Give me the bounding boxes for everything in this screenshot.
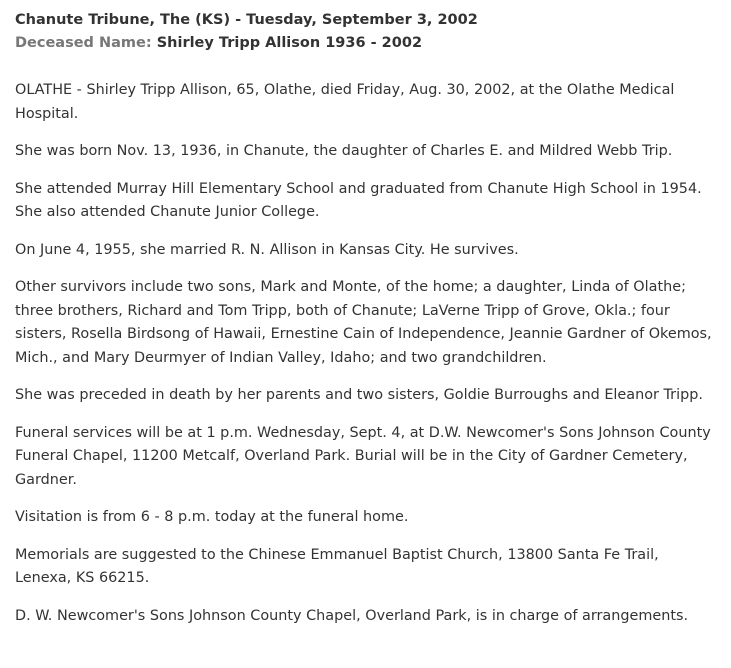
paragraph-marriage: On June 4, 1955, she married R. N. Allison in Kansas City. He survives. <box>15 241 519 258</box>
paragraph-birth: She was born Nov. 13, 1936, in Chanute, the daughter of Charles E. and Mildred Webb Trip. <box>15 143 673 159</box>
deceased-name: Shirley Tripp Allison 1936 - 2002 <box>156 35 423 51</box>
paragraph-death-notice: OLATHE - Shirley Tripp Allison, 65, Olathe, died Friday, Aug. 30, 2002, at the Olathe Medical Hospital. <box>15 82 675 122</box>
paragraph-arrangements: D. W. Newcomer's Sons Johnson County Chapel, Overland Park, is in charge of arrangements. <box>15 607 689 624</box>
paragraph-preceded: She was preceded in death by her parents and two sisters, Goldie Burroughs and Eleanor Tripp. <box>15 387 703 403</box>
paragraph-visitation: Visitation is from 6 - 8 p.m. today at the funeral home. <box>15 509 409 525</box>
source-text: Chanute Tribune, The (KS) - Tuesday, September 3, 2002 <box>15 12 478 28</box>
paragraph-memorials: Memorials are suggested to the Chinese Emmanuel Baptist Church, 13800 Santa Fe Trail, Lenexa, KS 66215. <box>15 546 659 586</box>
deceased-name-line <box>15 32 717 55</box>
paragraph-survivors: Other survivors include two sons, Mark and Monte, of the home; a daughter, Linda of Olathe; three brothers, Richard and Tom Tripp, both of Chanute; LaVerne Tripp of Grove, Okla.; four sisters, Rosella Birdsong of Hawaii, Ernestine Cain of Independence, Jeannie Gardner of Okemos, Mich., and Mary Deurmyer of Indian Valley, Idaho; and two grandchildren. <box>15 279 712 366</box>
obituary-body <box>15 79 717 628</box>
source-line <box>15 9 717 32</box>
deceased-label: Deceased Name: <box>15 35 152 51</box>
paragraph-funeral: Funeral services will be at 1 p.m. Wednesday, Sept. 4, at D.W. Newcomer's Sons Johnson County Funeral Chapel, 11200 Metcalf, Overland Park. Burial will be in the City of Gardner Cemetery, Gardner. <box>15 424 711 488</box>
paragraph-education: She attended Murray Hill Elementary School and graduated from Chanute High School in 1954. She also attended Chanute Junior College. <box>15 180 702 220</box>
